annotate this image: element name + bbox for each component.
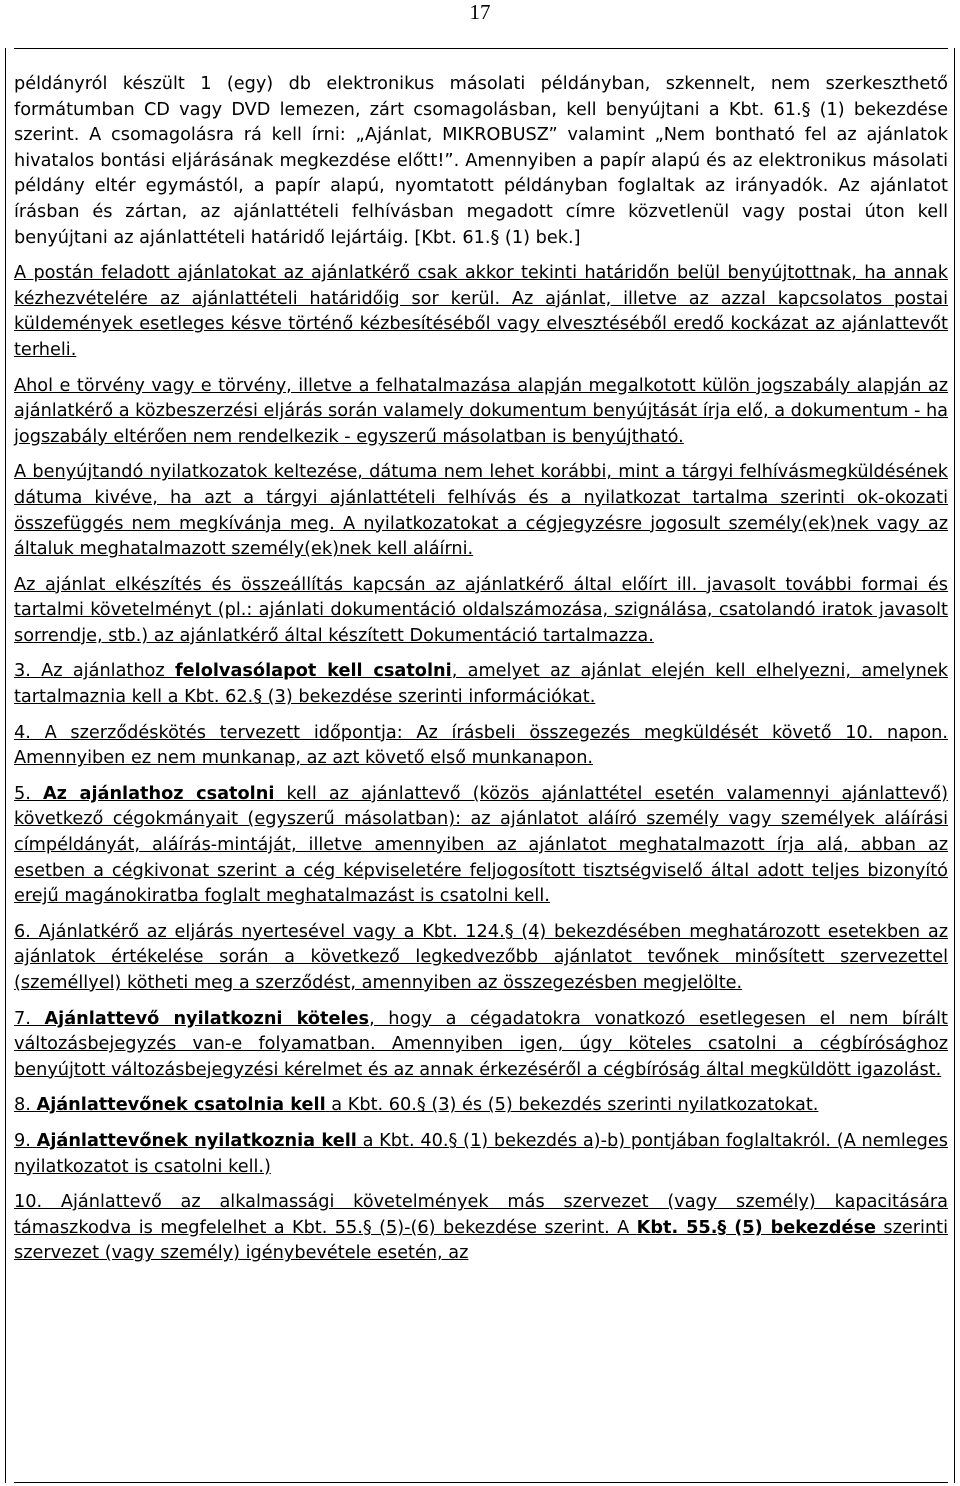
paragraph-p2 <box>14 261 948 363</box>
paragraph-p3 <box>14 374 948 451</box>
text-segment: szerinti szervezet (vagy személy) igénybevétele esetén, az <box>14 1217 949 1264</box>
bold-text-segment: Ajánlattevő nyilatkozni köteles <box>44 1008 370 1029</box>
text-segment: 4. A szerződéskötés tervezett időpontja: Az írásbeli összegezés megküldését követő 10. napon. Amennyiben ez nem munkanap, az azt követő első munkanapon. <box>14 722 948 769</box>
text-segment: , amelyet az ajánlat elején kell elhelyezni, amelynek tartalmaznia kell a Kbt. 62.§ (3) bekezdése szerinti információkat. <box>14 661 948 708</box>
text-segment: 9. <box>14 1130 37 1151</box>
document-body <box>14 72 948 1277</box>
right-border <box>954 48 955 1483</box>
text-segment: a Kbt. 60.§ (3) és (5) bekezdés szerinti nyilatkozatokat. <box>325 1095 819 1116</box>
text-segment: A postán feladott ajánlatokat az ajánlatkérő csak akkor tekinti határidőn belül benyújtottnak, ha annak kézhezvételére az ajánlattételi határidőig sor kerül. Az ajánlat, illetve az azzal kapcsolatos postai küldemények esetleges késve történő kézbesítéséből vagy elvesztéséből eredő kockázat az ajánlattevőt terheli. <box>14 263 948 360</box>
text-segment: 5. <box>14 783 43 804</box>
paragraph-p7 <box>14 721 948 772</box>
paragraph-p1 <box>14 72 948 251</box>
paragraph-p6 <box>14 659 948 710</box>
text-segment: 8. <box>14 1095 37 1116</box>
text-segment: , hogy a cégadatokra vonatkozó esetlegesen el nem bírált változásbejegyzés van-e folyamatban. Amennyiben igen, úgy köteles csatolni a cégbírósághoz benyújtott változásbejegyzési kérelmet és az annak érkezéséről a cégbíróság által megküldött igazolást. <box>14 1008 948 1080</box>
bold-text-segment: Kbt. 55.§ (5) bekezdése <box>636 1217 876 1238</box>
page-number: 17 <box>469 0 491 24</box>
text-segment: 7. <box>14 1008 45 1029</box>
bold-text-segment: felolvasólapot kell csatolni <box>174 661 452 682</box>
text-segment: Az ajánlat elkészítés és összeállítás kapcsán az ajánlatkérő által előírt ill. javasolt további formai és tartalmi követelményt (pl.: ajánlati dokumentáció oldalszámozása, szignálása, csatolandó iratok javasolt sorrendje, stb.) az ajánlatkérő által készített Dokumentáció tartalmazza. <box>14 574 948 646</box>
paragraph-p9 <box>14 920 948 997</box>
paragraph-p12 <box>14 1129 948 1180</box>
top-border <box>14 48 948 49</box>
text-segment: 3. Az ajánlathoz <box>14 661 175 682</box>
text-segment: 6. Ajánlatkérő az eljárás nyertesével vagy a Kbt. 124.§ (4) bekezdésében meghatározott esetekben az ajánlatok értékelése során a következő legkedvezőbb ajánlatot tevőnek minősített szervezettel (személlyel) kötheti meg a szerződést, amennyiben az összegezésben megjelölte. <box>14 921 948 993</box>
text-segment: 10. Ajánlattevő az alkalmassági követelmények más szervezet (vagy személy) kapacitására támaszkodva is megfelelhet a Kbt. 55.§ (5)-(6) bekezdése szerint. A <box>14 1192 948 1238</box>
text-segment: példányról készült 1 (egy) db elektronikus másolati példányban, szkennelt, nem szerkeszthető formátumban CD vagy DVD lemezen, zárt csomagolásban, kell benyújtani a Kbt. 61.§ (1) bekezdése szerint. A csomagolásra rá kell írni: „Ajánlat, MIKROBUSZ” valamint „Nem bontható fel az ajánlatok hivatalos bontási eljárásának megkezdése előtt!”. Amennyiben a papír alapú és az elektronikus másolati példány eltér egymástól, a papír alapú, nyomtatott példányban foglaltak az irányadók. Az ajánlatot írásban és zártan, az ajánlattételi felhívásban megadott címre közvetlenül vagy postai úton kell benyújtani az ajánlattételi határidő lejártáig. [Kbt. 61.§ (1) bek.] <box>14 74 948 248</box>
bold-text-segment: Ajánlattevőnek nyilatkoznia kell <box>36 1130 357 1151</box>
paragraph-p11 <box>14 1093 948 1119</box>
left-border <box>5 48 6 1483</box>
text-segment: kell az ajánlattevő (közös ajánlattétel esetén valamennyi ajánlattevő) következő cégokmányait (egyszerű másolatban): az ajánlatot aláíró személy vagy személyek aláírási címpéldányát, aláírás-mintáját, illetve amennyiben az ajánlatot meghatalmazott írja alá, abban az esetben a cégkivonat szerint a cég képviseletére feljogosított tisztségviselő által adott teljes bizonyító erejű magánokiratba foglalt meghatalmazást is csatolni kell. <box>14 783 948 907</box>
text-segment: Ahol e törvény vagy e törvény, illetve a felhatalmazása alapján megalkotott külön jogszabály alapján az ajánlatkérő a közbeszerzési eljárás során valamely dokumentum benyújtását írja elő, a dokumentum - ha jogszabály eltérően nem rendelkezik - egyszerű másolatban is benyújtható. <box>14 375 948 447</box>
paragraph-p13 <box>14 1190 948 1267</box>
bold-text-segment: Az ajánlathoz csatolni <box>42 783 275 804</box>
paragraph-p8 <box>14 782 948 910</box>
paragraph-p5 <box>14 573 948 650</box>
paragraph-p4 <box>14 460 948 562</box>
bold-text-segment: Ajánlattevőnek csatolnia kell <box>36 1095 326 1116</box>
paragraph-p10 <box>14 1007 948 1084</box>
text-segment: A benyújtandó nyilatkozatok keltezése, dátuma nem lehet korábbi, mint a tárgyi felhívásmegküldésének dátuma kivéve, ha azt a tárgyi ajánlattételi felhívás és a nyilatkozat tartalma szerinti ok-okozati összefüggés nem megkívánja meg. A nyilatkozatokat a cégjegyzésre jogosult személy(ek)nek vagy az általuk meghatalmazott személy(ek)nek kell aláírni. <box>14 462 948 560</box>
bottom-border <box>14 1482 948 1483</box>
text-segment: a Kbt. 40.§ (1) bekezdés a)-b) pontjában foglaltakról. (A nemleges nyilatkozatot is csatolni kell.) <box>14 1130 948 1177</box>
